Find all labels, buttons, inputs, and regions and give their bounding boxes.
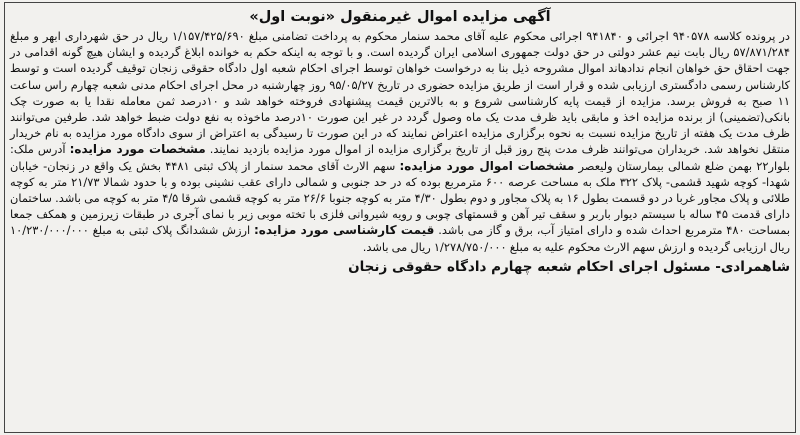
notice-signature: شاهمرادی- مسئول اجرای احکام شعبه چهارم دادگاه حقوقی زنجان bbox=[348, 258, 790, 275]
expert-price-heading: قیمت کارشناسی مورد مزایده: bbox=[253, 223, 435, 238]
property-details: سهم الارث آقای محمد سنمار از پلاک ثبتی ۴۴۸۱ بخش یک واقع در زنجان- خیابان شهدا- کوچه شهید قشمی- پلاک ۳۲۲ ملک به مساحت عرصه ۶۰۰ مترمربع بوده که در حد جنوبی و شمالی دارای عقب نشینی بوده و با حدود شمالا ۲۱/۷۳ متر به کوچه طلائی و پلاک مجاور غربا در دو قسمت بطول ۱۶ به پلاک مجاور و دوم بطول ۴/۳۰ متر به کوچه جنوبا ۲۶/۶ متر به کوچه قشمی شرقا ۴/۵ متر به کوچه می باشد. ساختمان دارای قدمت ۴۵ ساله با سیستم دیوار باربر و سقف تیر آهن و قسمتهای چوبی و رویه شیروانی فلزی با تخته موبی زیر با نمای آجری در طبقات زیرزمین و همکف جمعا بمساحت ۴۸۰ مترمربع احداث شده و دارای امتیاز آب، برق و گاز می باشد. bbox=[10, 158, 790, 238]
property-address: آدرس ملک: بلوار۲۲ بهمن ضلع شمالی بیمارستان ولیعصر bbox=[10, 142, 790, 173]
notice-body bbox=[10, 28, 790, 255]
expert-price-text: ارزش ششدانگ پلاک ثبتی به مبلغ ۱۰/۲۳۰/۰۰۰/۰۰۰ ریال ارزیابی گردیده و ارزش سهم الارث محکوم علیه به مبلغ ۱/۲۷۸/۷۵۰/۰۰۰ ریال می باشد. bbox=[10, 223, 790, 254]
property-heading: مشخصات مورد مزایده: bbox=[69, 142, 206, 157]
notice-title: آگهی مزایده اموال غیرمنقول «نوبت اول» bbox=[249, 9, 551, 25]
notice-paragraph-case: در پرونده کلاسه ۹۴۰۵۷۸ اجرائی و ۹۴۱۸۴۰ اجرائی محکوم علیه آقای محمد سنمار محکوم به پرداخت تضامنی مبلغ ۱/۱۵۷/۴۲۵/۶۹۰ ریال در حق شهرداری ابهر و مبلغ ۵۷/۸۷۱/۲۸۴ ریال بابت نیم عشر دولتی در حق دولت جمهوری اسلامی ایران گردیده است. و با توجه به اینکه حکم به خوانده ابلاغ گردیده و ایشان هیچ گونه اقدامی در جهت احقاق حق خواهان انجام ندادهاند اموال مشروحه ذیل بنا به درخواست خواهان توسط اجرای احکام شعبه اول دادگاه حقوقی زنجان توقیف گردیده است و توسط کارشناس رسمی دادگستری ارزیابی شده و قرار است از طریق مزایده حضوری در تاریخ ۹۵/۰۵/۲۷ روز چهارشنبه در محل اجرای احکام مدنی شعبه چهارم راس ساعت ۱۱ صبح به فروش برسد. مزایده از قیمت پایه کارشناسی شروع و به بالاترین قیمت پیشنهادی فروخته خواهد شد و ۱۰درصد ثمن معامله نقدا یا به صورت چک بانکی(تضمینی) از برنده مزایده اخذ و مابقی باید ظرف مدت یک ماه وصول گردد در غیر این صورت ۱۰درصد ماخوذه به نفع دولت ضبط خواهد شد. طرفین می‌توانند ظرف مدت یک هفته از تاریخ مزایده نسبت به نحوه برگزاری مزایده اعتراض نمایند که در این صورت تا رسیدگی به اعتراض از سوی دادگاه مورد مزایده به نام خریدار منتقل نخواهد شد. خریداران می‌توانند ظرف مدت پنج روز قبل از تاریخ برگزاری مزایده از اموال مورد مزایده بازدید نمایند. bbox=[10, 29, 790, 157]
property-details-heading: مشخصات اموال مورد مزایده: bbox=[399, 158, 575, 173]
